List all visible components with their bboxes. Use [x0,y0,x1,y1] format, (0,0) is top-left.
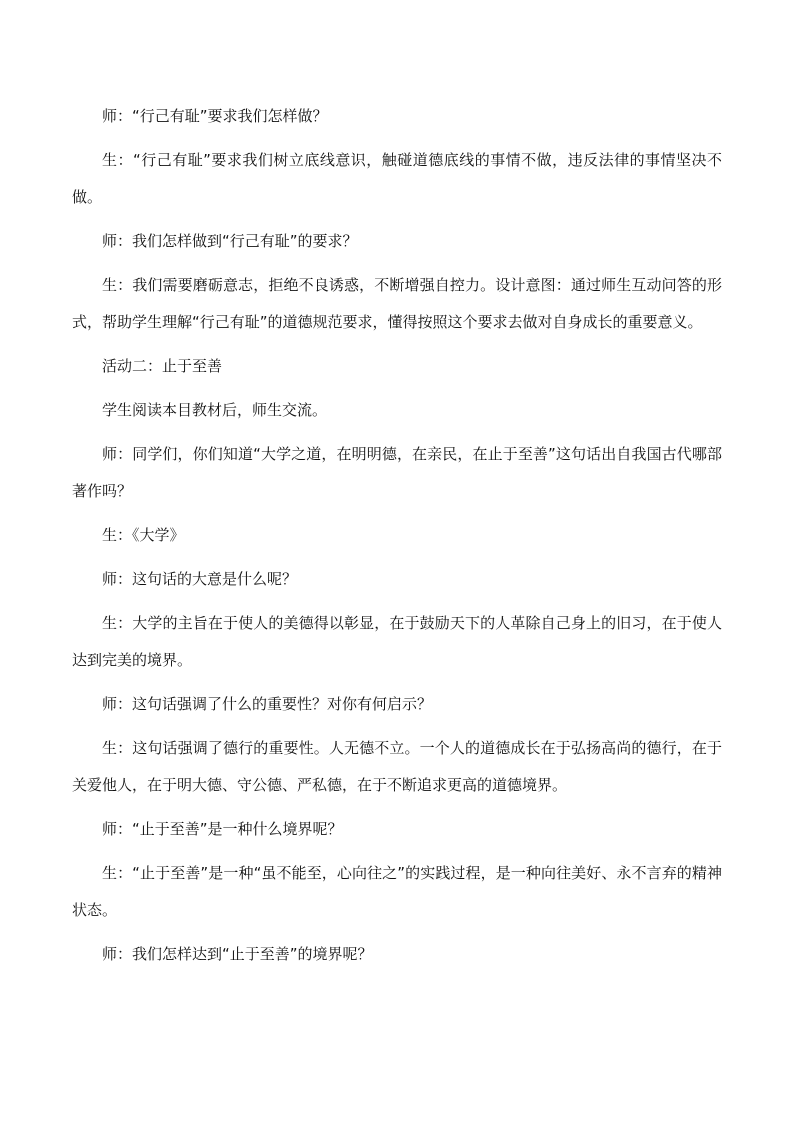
student-answer-6: 生：“止于至善”是一种“虽不能至，心向往之”的实践过程，是一种向往美好、永不言弃的精神状态。 [72,864,722,919]
teacher-question-6: 师：“止于至善”是一种什么境界呢？ [102,820,343,838]
teacher-question-2: 师：我们怎样做到“行己有耻”的要求？ [102,232,358,250]
student-answer-5: 生：这句话强调了德行的重要性。人无德不立。一个人的道德成长在于弘扬高尚的德行，在于关爱他人，在于明大德、守公德、严私德，在于不断追求更高的道德境界。 [72,739,722,794]
teacher-question-5: 师：这句话强调了什么的重要性？对你有何启示？ [102,695,433,713]
activity-heading: 活动二：止于至善 [102,357,223,375]
teacher-question-4: 师：这句话的大意是什么呢？ [102,570,298,588]
teacher-question-1: 师：“行己有耻”要求我们怎样做？ [102,107,328,125]
student-answer-1: 生：“行己有耻”要求我们树立底线意识，触碰道德底线的事情不做，违反法律的事情坚决不做。 [72,151,722,206]
activity-intro: 学生阅读本目教材后，师生交流。 [102,401,328,419]
student-answer-3: 生：《大学》 [102,526,185,544]
lesson-dialogue [72,98,722,980]
student-answer-2: 生：我们需要磨砺意志，拒绝不良诱惑，不断增强自控力。设计意图：通过师生互动问答的形式，帮助学生理解“行己有耻”的道德规范要求，懂得按照这个要求去做对自身成长的重要意义。 [72,276,722,331]
teacher-question-7: 师：我们怎样达到“止于至善”的境界呢？ [102,945,373,963]
teacher-question-3: 师：同学们，你们知道“大学之道，在明明德，在亲民，在止于至善”这句话出自我国古代哪部著作吗？ [72,445,722,500]
student-answer-4: 生：大学的主旨在于使人的美德得以彰显，在于鼓励天下的人革除自己身上的旧习，在于使人达到完美的境界。 [72,614,722,669]
